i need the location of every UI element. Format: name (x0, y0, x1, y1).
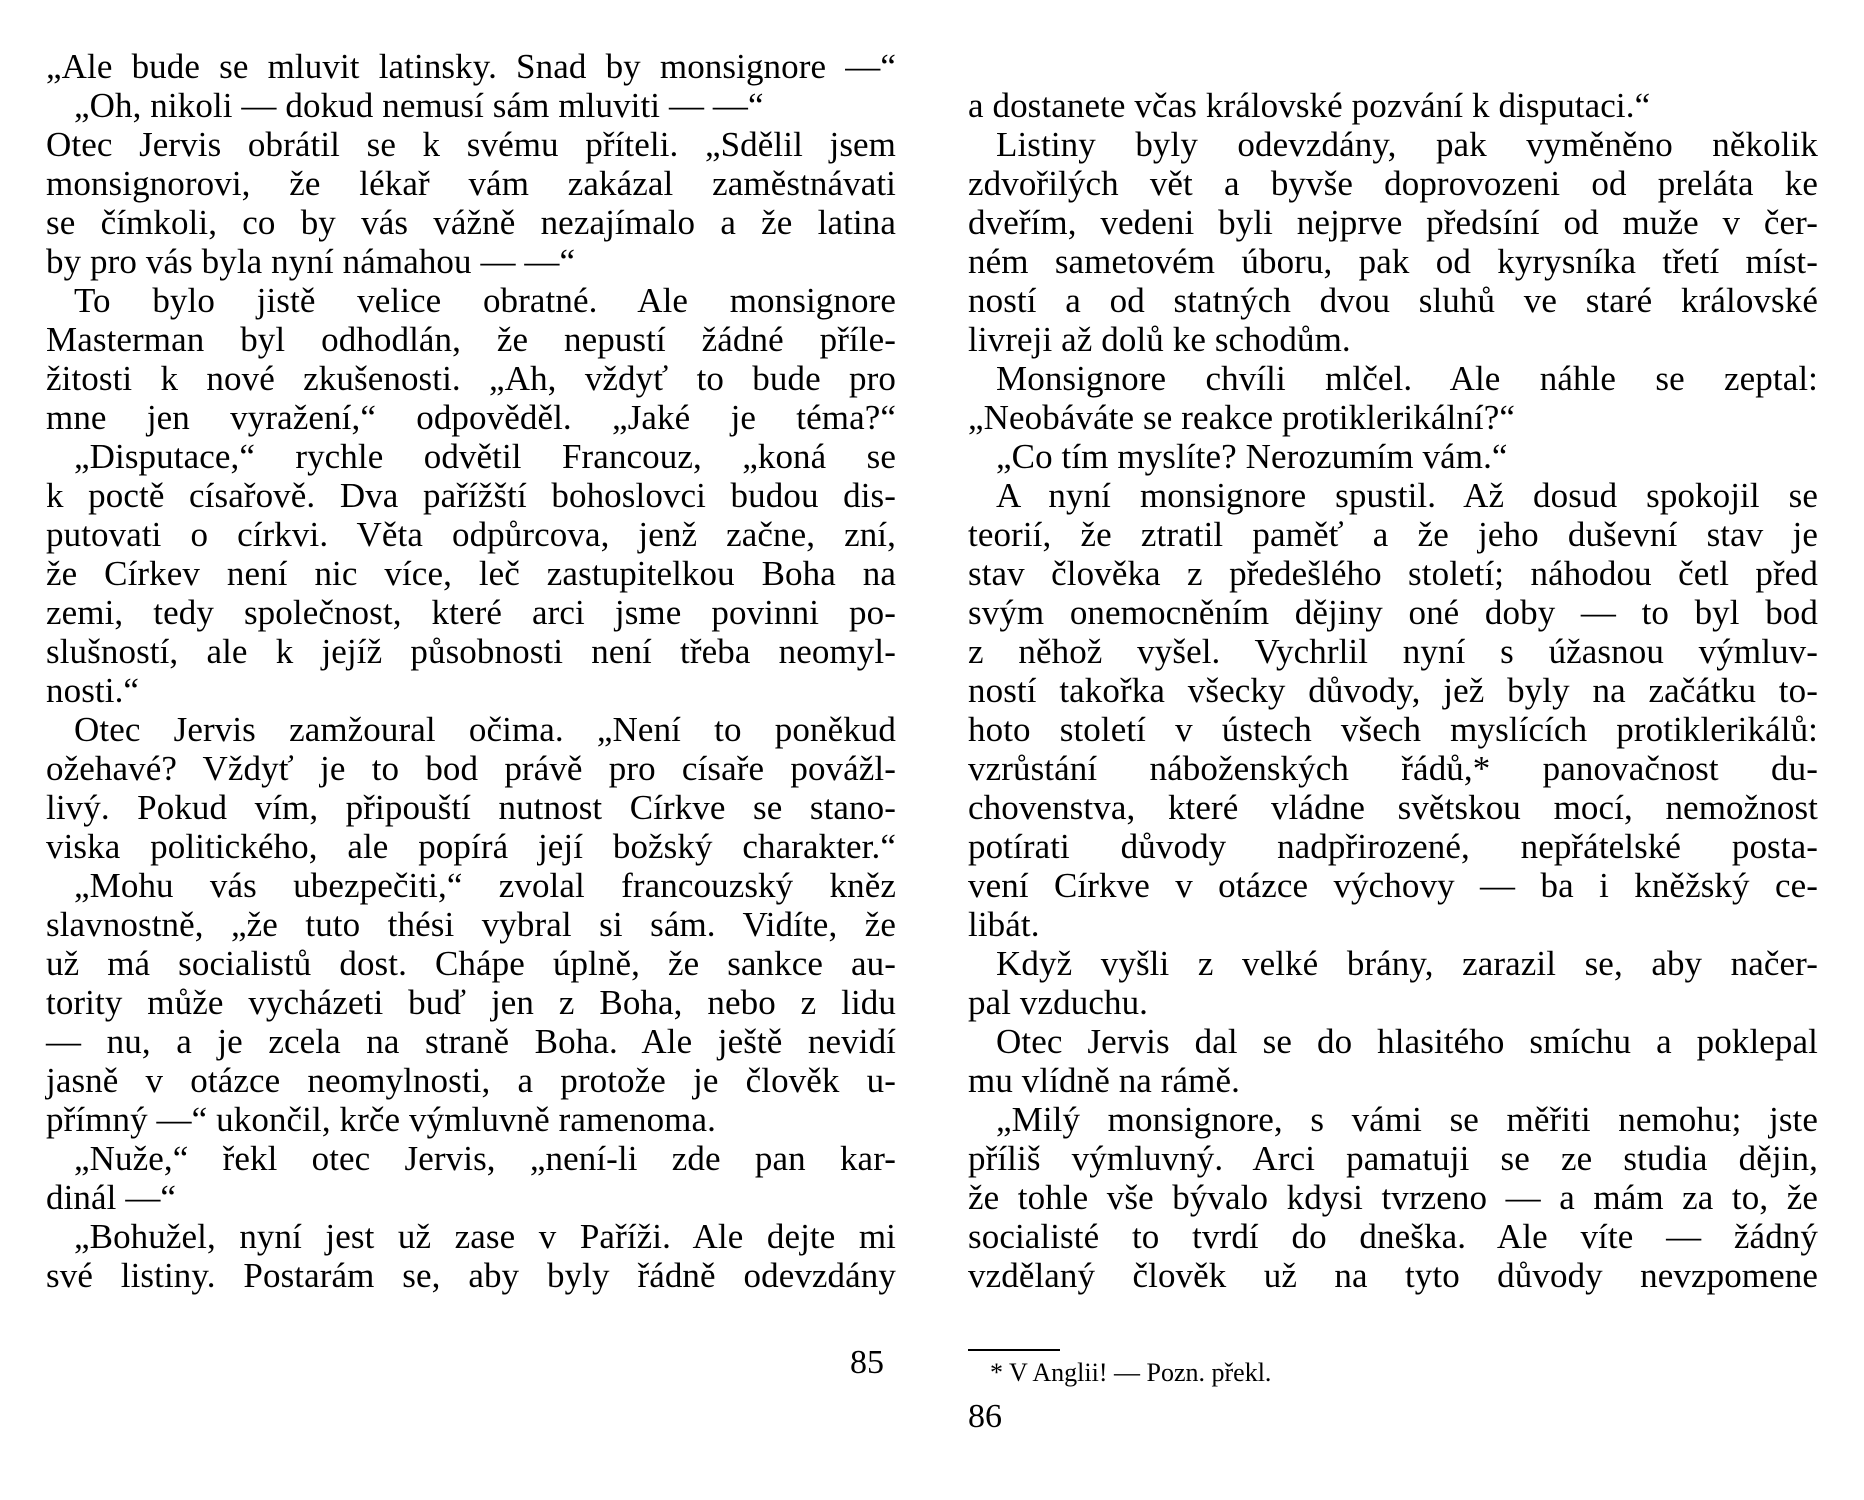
text-line: a dostanete včas královské pozvání k disputaci.“ (968, 86, 1651, 125)
text-line: „Neobáváte se reakce protiklerikální?“ (968, 398, 1515, 437)
text-line: mu vlídně na rámě. (968, 1061, 1240, 1100)
text-line: viska politického, ale popírá její božský charakter.“ (46, 827, 896, 866)
text-line: monsignorovi, že lékař vám zakázal zaměstnávati (46, 164, 896, 203)
text-line: slušností, ale k jejíž působnosti není třeba neomyl- (46, 632, 896, 671)
text-line: To bylo jistě velice obratné. Ale monsignore (74, 281, 896, 320)
text-line: příliš výmluvný. Arci pamatuji se ze studia dějin, (968, 1139, 1818, 1178)
text-line: pal vzduchu. (968, 983, 1149, 1022)
text-line: žitosti k nové zkušenosti. „Ah, vždyť to bude pro (46, 359, 896, 398)
text-line: zdvořilých vět a byvše doprovozeni od preláta ke (968, 164, 1818, 203)
text-line: livý. Pokud vím, připouští nutnost Církve se stano- (46, 788, 896, 827)
right-page (932, 0, 1864, 1500)
page-number: 85 (850, 1344, 884, 1381)
text-line: už má socialistů dost. Chápe úplně, že sankce au- (46, 944, 896, 983)
text-line: slavnostně, „že tuto thési vybral si sám. Vidíte, že (46, 905, 896, 944)
text-line: chovenstva, které vládne světskou mocí, nemožnost (968, 788, 1818, 827)
text-line: ném sametovém úboru, pak od kyrysníka třetí míst- (968, 242, 1818, 281)
text-line: Monsignore chvíli mlčel. Ale náhle se zeptal: (996, 359, 1818, 398)
text-line: dinál —“ (46, 1178, 177, 1217)
text-line: své listiny. Postarám se, aby byly řádně odevzdány (46, 1256, 896, 1295)
text-line: libát. (968, 905, 1040, 944)
text-line: zemi, tedy společnost, které arci jsme povinni po- (46, 593, 896, 632)
text-line: „Ale bude se mluvit latinsky. Snad by monsignore —“ (46, 47, 896, 86)
text-line: putovati o církvi. Věta odpůrcova, jenž začne, zní, (46, 515, 896, 554)
text-line: Masterman byl odhodlán, že nepustí žádné příle- (46, 320, 896, 359)
page-number: 86 (968, 1398, 1002, 1435)
text-line: svým onemocněním dějiny oné doby — to byl bod (968, 593, 1818, 632)
text-line: „Co tím myslíte? Nerozumím vám.“ (996, 437, 1508, 476)
text-line: „Oh, nikoli — dokud nemusí sám mluviti — —“ (74, 86, 764, 125)
text-line: ožehavé? Vždyť je to bod právě pro císaře povážl- (46, 749, 896, 788)
text-line: že tohle vše bývalo kdysi tvrzeno — a mám za to, že (968, 1178, 1818, 1217)
text-line: by pro vás byla nyní námahou — —“ (46, 242, 576, 281)
text-line: socialisté to tvrdí do dneška. Ale víte — žádný (968, 1217, 1818, 1256)
text-line: „Bohužel, nyní jest už zase v Paříži. Ale dejte mi (74, 1217, 896, 1256)
text-line: Otec Jervis zamžoural očima. „Není to poněkud (74, 710, 896, 749)
text-line: „Disputace,“ rychle odvětil Francouz, „koná se (74, 437, 896, 476)
text-line: z něhož vyšel. Vychrlil nyní s úžasnou výmluv- (968, 632, 1818, 671)
footnote-divider (968, 1349, 1060, 1351)
text-line: „Mohu vás ubezpečiti,“ zvolal francouzský kněz (74, 866, 896, 905)
text-line: A nyní monsignore spustil. Až dosud spokojil se (996, 476, 1818, 515)
text-line: Listiny byly odevzdány, pak vyměněno několik (996, 125, 1818, 164)
text-line: vení Církve v otázce výchovy — ba i kněžský ce- (968, 866, 1818, 905)
text-line: stav člověka z předešlého století; náhodou četl před (968, 554, 1818, 593)
text-line: teorií, že ztratil paměť a že jeho duševní stav je (968, 515, 1818, 554)
text-line: jasně v otázce neomylnosti, a protože je člověk u- (46, 1061, 896, 1100)
text-line: tority může vycházeti buď jen z Boha, nebo z lidu (46, 983, 896, 1022)
text-line: „Milý monsignore, s vámi se měřiti nemohu; jste (996, 1100, 1818, 1139)
footnote: * V Anglii! — Pozn. překl. (990, 1358, 1272, 1387)
text-line: Otec Jervis obrátil se k svému příteli. „Sdělil jsem (46, 125, 896, 164)
text-line: potírati důvody nadpřirozené, nepřátelské posta- (968, 827, 1818, 866)
text-line: ností takořka všecky důvody, jež byly na začátku to- (968, 671, 1818, 710)
text-line: — nu, a je zcela na straně Boha. Ale ještě nevidí (46, 1022, 896, 1061)
text-line: Když vyšli z velké brány, zarazil se, aby načer- (996, 944, 1818, 983)
text-line: dveřím, vedeni byli nejprve předsíní od muže v čer- (968, 203, 1818, 242)
text-line: že Církev není nic více, leč zastupitelkou Boha na (46, 554, 896, 593)
text-line: „Nuže,“ řekl otec Jervis, „není-li zde pan kar- (74, 1139, 896, 1178)
text-line: livreji až dolů ke schodům. (968, 320, 1351, 359)
text-line: přímný —“ ukončil, krče výmluvně ramenoma. (46, 1100, 716, 1139)
text-line: vzrůstání náboženských řádů,* panovačnost du- (968, 749, 1818, 788)
text-line: nosti.“ (46, 671, 140, 710)
text-line: k poctě císařově. Dva pařížští bohoslovci budou dis- (46, 476, 896, 515)
text-line: ností a od statných dvou sluhů ve staré královské (968, 281, 1818, 320)
text-line: se čímkoli, co by vás vážně nezajímalo a že latina (46, 203, 896, 242)
text-line: mne jen vyražení,“ odpověděl. „Jaké je téma?“ (46, 398, 896, 437)
text-line: Otec Jervis dal se do hlasitého smíchu a poklepal (996, 1022, 1818, 1061)
text-line: hoto století v ústech všech myslících protiklerikálů: (968, 710, 1818, 749)
text-line: vzdělaný člověk už na tyto důvody nevzpomene (968, 1256, 1818, 1295)
